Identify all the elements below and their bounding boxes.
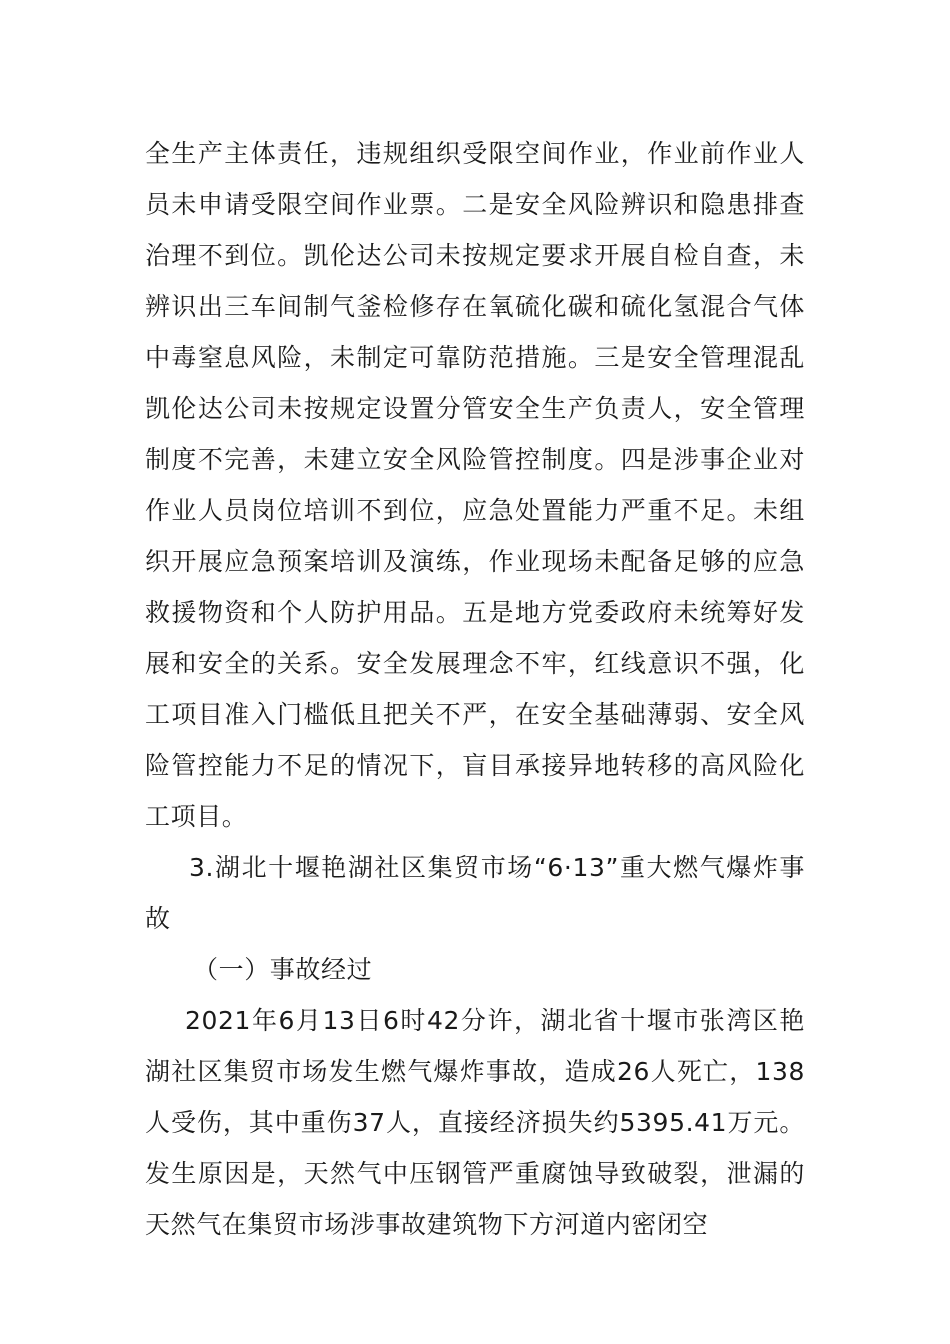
body-paragraph-continuation: 全生产主体责任，违规组织受限空间作业，作业前作业人员未申请受限空间作业票。二是安全风险辨识和隐患排查治理不到位。凯伦达公司未按规定要求开展自检自查，未辨识出三车间制气釜检修存在氧硫化碳和硫化氢混合气体中毒窒息风险，未制定可靠防范措施。三是安全管理混乱凯伦达公司未按规定设置分管安全生产负责人，安全管理制度不完善，未建立安全风险管控制度。四是涉事企业对作业人员岗位培训不到位，应急处置能力严重不足。未组织开展应急预案培训及演练，作业现场未配备足够的应急救援物资和个人防护用品。五是地方党委政府未统筹好发展和安全的关系。安全发展理念不牢，红线意识不强，化工项目准入门槛低且把关不严，在安全基础薄弱、安全风险管控能力不足的情况下，盲目承接异地转移的高风险化工项目。 — [145, 139, 805, 831]
document-body — [145, 128, 805, 1250]
subsection-heading-accident-process: （一）事故经过 — [193, 955, 373, 984]
section-heading-hubei-shiyan-explosion: 3.湖北十堰艳湖社区集贸市场“6·13”重大燃气爆炸事故 — [145, 853, 805, 933]
body-paragraph-accident-details: 2021年6月13日6时42分许，湖北省十堰市张湾区艳湖社区集贸市场发生燃气爆炸事故，造成26人死亡，138人受伤，其中重伤37人，直接经济损失约5395.41万元。发生原因是，天然气中压钢管严重腐蚀导致破裂，泄漏的天然气在集贸市场涉事故建筑物下方河道内密闭空 — [145, 1006, 805, 1239]
